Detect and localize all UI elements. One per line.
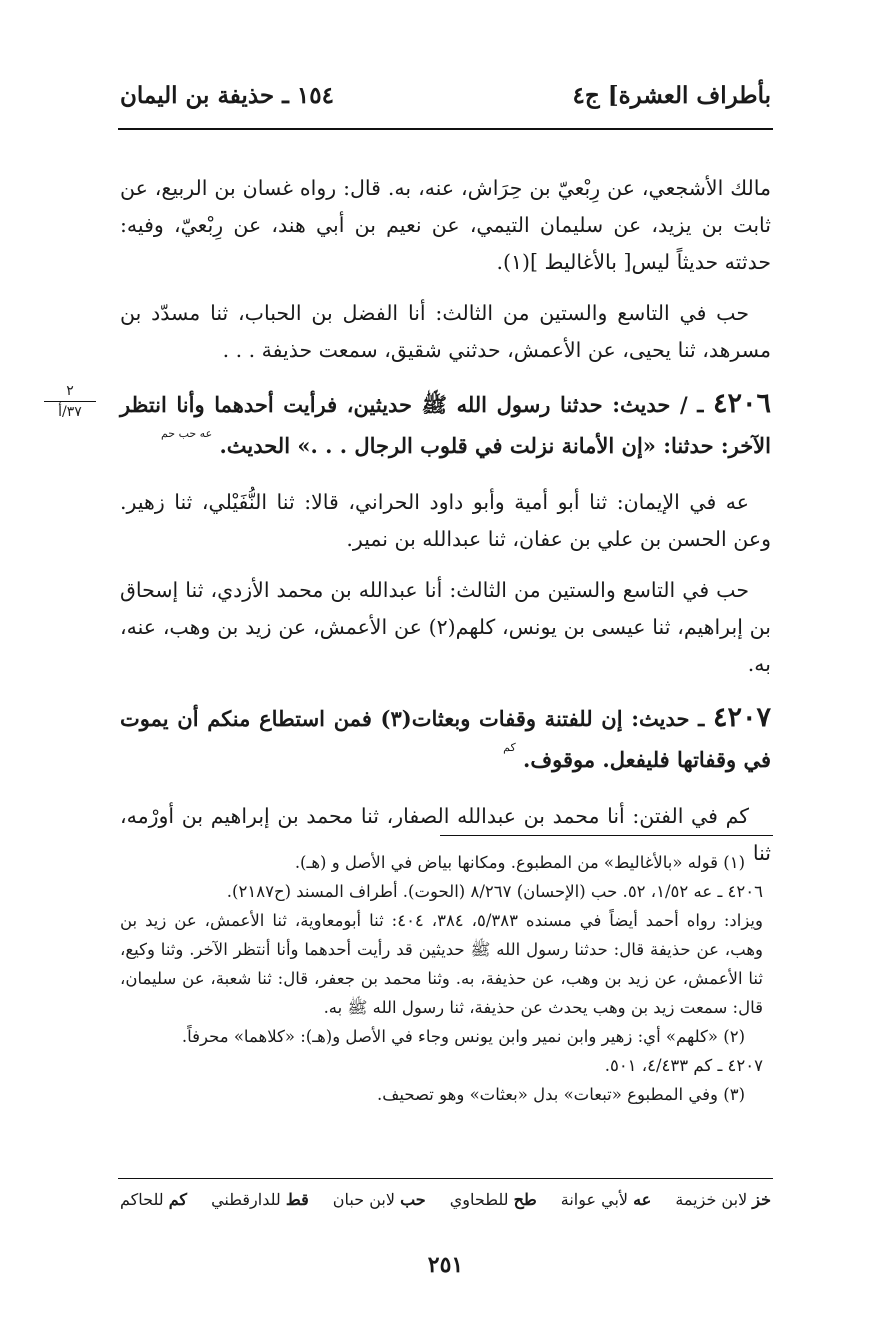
page-number: ٢٥١ bbox=[427, 1252, 464, 1278]
abbreviation-item: حب لابن حبان bbox=[332, 1190, 426, 1209]
footnote: ويزاد: رواه أحمد أيضاً في مسنده ٥/٣٨٣، ٣٨٤، ٤٠٤: ثنا أبومعاوية، ثنا الأعمش، عن زيد بن وهب، عن حذيفة قال: حدثنا رسول الله ﷺ حديثين قد رأيت أحدهما وأنا أنتظر الآخر. وثنا وكيع، ثنا الأعمش، عن زيد بن وهب، عن حذيفة، به. وثنا محمد بن جعفر، قال: ثنا شعبة، عن سليمان، قال: سمعت زيد بن وهب يحدث عن حذيفة، ثنا رسول الله ﷺ به. bbox=[120, 911, 763, 1017]
folio-divider bbox=[44, 401, 96, 402]
footnote: (١) قوله «بالأغاليط» من المطبوع. ومكانها بياض في الأصل و (هـ). bbox=[294, 853, 745, 872]
paragraph: عه في الإيمان: ثنا أبو أمية وأبو داود الحراني، قالا: ثنا النُّفَيْلي، ثنا زهير. وعن الحسن بن علي بن عفان، ثنا عبدالله بن نمير. bbox=[120, 490, 771, 551]
page-header bbox=[120, 82, 771, 122]
header-chapter-title: ١٥٤ ـ حذيفة بن اليمان bbox=[120, 82, 334, 109]
main-text bbox=[58, 170, 771, 886]
footnotes bbox=[120, 848, 763, 1109]
footnote: (٣) وفي المطبوع «تبعات» بدل «بعثات» وهو تصحيف. bbox=[377, 1085, 745, 1104]
abbreviation-item: قط للدارقطني bbox=[211, 1190, 309, 1209]
abbreviation-item: عه لأبي عوانة bbox=[560, 1190, 652, 1209]
header-book-title: بأطراف العشرة] ج٤ bbox=[572, 82, 771, 109]
footnote: ٤٢٠٧ ـ كم ٤/٤٣٣، ٥٠١. bbox=[604, 1056, 763, 1075]
folio-bottom: ٣٧/أ bbox=[58, 404, 82, 420]
entry-text: ـ حديث: إن للفتنة وقفات وبعثات(٣) فمن استطاع منكم أن يموت في وقفاتها فليفعل. موقوف. bbox=[120, 706, 771, 772]
abbreviation-item: طح للطحاوي bbox=[449, 1190, 537, 1209]
abbreviation-item: كم للحاكم bbox=[120, 1190, 188, 1209]
abbreviations-rule bbox=[118, 1178, 773, 1179]
paragraph: كم في الفتن: أنا محمد بن عبدالله الصفار، ثنا محمد بن إبراهيم بن أورْمه، ثنا bbox=[120, 804, 771, 865]
paragraph: حب في التاسع والستين من الثالث: أنا عبدالله بن محمد الأزدي، ثنا إسحاق بن إبراهيم، ثنا عيسى بن يونس، كلهم(٢) عن الأعمش، عن زيد بن وهب، عنه، به. bbox=[120, 578, 771, 676]
hadith-entry-4206 bbox=[58, 383, 771, 470]
source-tag: عه حب حم bbox=[160, 427, 213, 440]
abbreviation-item: خز لابن خزيمة bbox=[675, 1190, 771, 1209]
footnote: (٢) «كلهم» أي: زهير وابن نمير وابن يونس وجاء في الأصل و(هـ): «كلاهما» محرفاً. bbox=[181, 1027, 745, 1046]
paragraph: حب في التاسع والستين من الثالث: أنا الفضل بن الحباب، ثنا مسدّد بن مسرهد، ثنا يحيى، عن الأعمش، حدثني شقيق، سمعت حذيفة . . . bbox=[120, 301, 771, 362]
manuscript-folio-note bbox=[40, 383, 100, 420]
hadith-entry-4207 bbox=[120, 697, 771, 784]
footnote: ٤٢٠٦ ـ عه ١/٥٢، ٥٢. حب (الإحسان) ٨/٢٦٧ (الحوت). أطراف المسند (ح٢١٨٧). bbox=[226, 882, 763, 901]
folio-top: ٢ bbox=[66, 383, 74, 399]
header-rule bbox=[118, 128, 773, 130]
source-tag: كم bbox=[503, 741, 516, 754]
entry-text: ـ / حديث: حدثنا رسول الله ﷺ حديثين، فرأيت أحدهما وأنا انتظر الآخر: حدثنا: «إن الأمانة نزلت في قلوب الرجال . . .» الحديث. bbox=[120, 392, 771, 458]
abbreviations-legend bbox=[120, 1190, 771, 1209]
entry-number: ٤٢٠٦ bbox=[712, 388, 771, 419]
entry-number: ٤٢٠٧ bbox=[712, 702, 771, 733]
footnote-rule bbox=[440, 835, 773, 836]
paragraph: مالك الأشجعي، عن رِبْعيّ بن حِرَاش، عنه، به. قال: رواه غسان بن الربيع، عن ثابت بن يزيد، عن سليمان التيمي، عن نعيم بن أبي هند، عن رِبْعيّ، وفيه: حدثته حديثاً ليس[ بالأغاليط ](١). bbox=[120, 176, 771, 274]
